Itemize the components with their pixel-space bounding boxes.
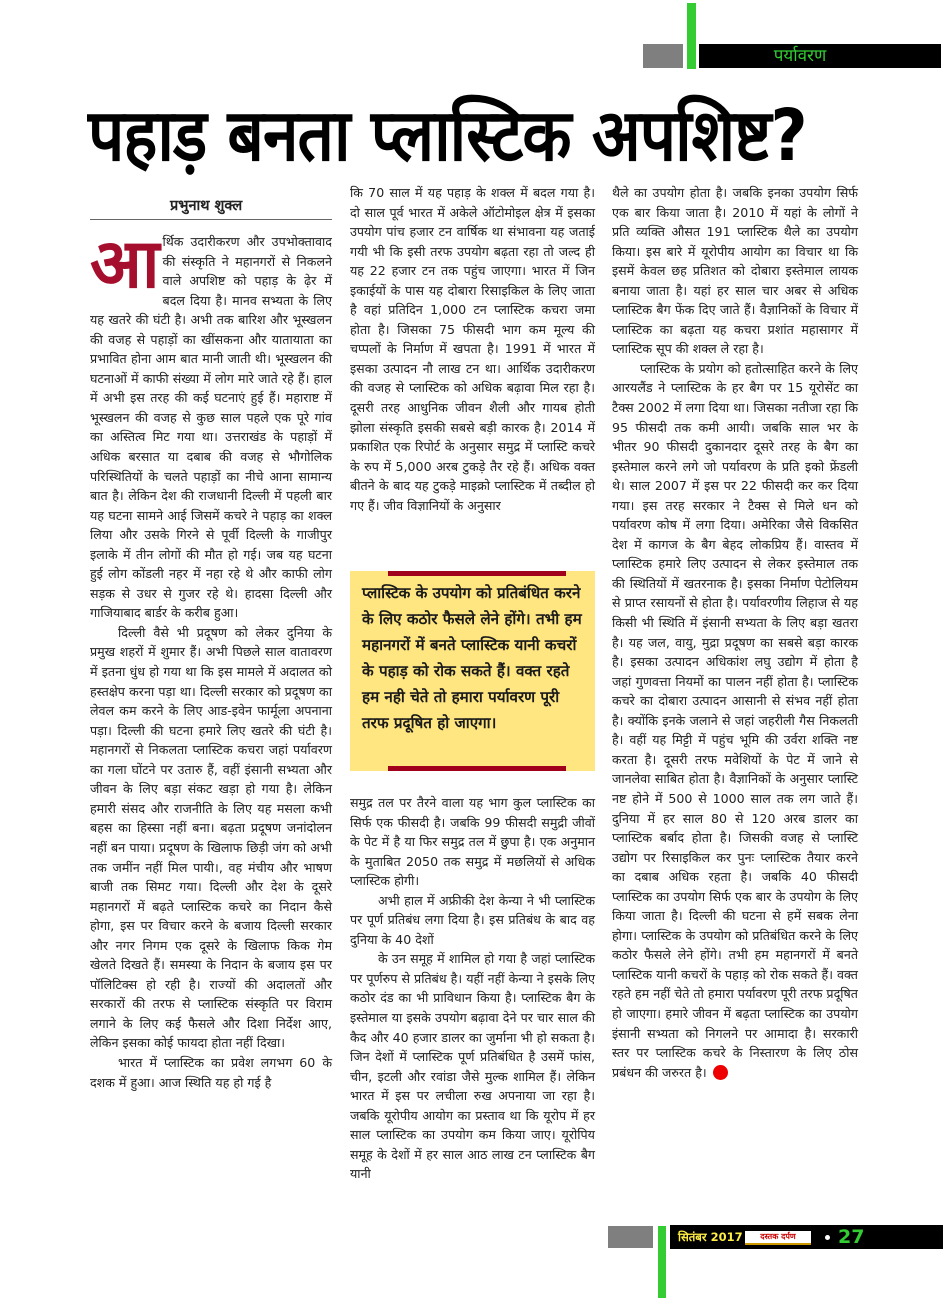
paragraph: भारत में प्लास्टिक का प्रवेश लगभग 60 के दशक में हुआ। आज स्थिति यह हो गई है [90,1054,332,1090]
paragraph-text: प्लास्टिक के प्रयोग को हतोत्साहित करने के लिए आरयलैंड ने प्लास्टिक के हर बैग पर 15 यूरोसेंट का टैक्स 2002 में लगा दिया था। जिसका नतीजा रहा कि 95 फीसदी तक कमी आयी। जबकि साल भर के भीतर 90 फीसदी दुकानदार दूसरे तरह के बैग का इस्तेमाल करने लगे जो पर्यावरण के प्रति इको फ्रेंडली थे। साल 2007 में इस पर 22 फीसदी कर कर दिया गया। इस तरह सरकार ने टैक्स से मिले धन को पर्यावरण कोष में लगा दिया। अमेरिका जैसे विकसित देश में कागज के बैग बेहद लोकप्रिय हैं। वास्तव में प्लास्टिक हमारे लिए उत्पादन से लेकर इस्तेमाल तक की स्थितियों में खतरनाक है। इसका निर्माण पेटोलियम से प्राप्त रसायनों से होता है। पर्यावरणीय लिहाज से यह किसी भी स्थिति में इंसानी सभ्यता के लिए बड़ा खतरा है। यह जल, वायु, मुद्रा प्रदूषण का सबसे बड़ा कारक है। इसका उत्पादन अधिकांश लघु उद्योग में होता है जहां गुणवत्ता नियमों का पालन नहीं होता है। प्लास्टिक कचरे का दोबारा उत्पादन आसानी से संभव नहीं होता है। क्योंकि इनके जलाने से जहां जहरीली गैस निकलती है। वहीं यह मिट्टी में पहुंच भूमि की उर्वरा शक्ति नष्ट करता है। दूसरी तरफ मवेशियों के पेट में जाने से जानलेवा साबित होता है। वैज्ञानिकों के अनुसार प्लास्टि नष्ट होने में 500 से 1000 साल तक लग जाते हैं। दुनिया में हर साल 80 से 120 अरब डालर का प्लास्टिक बर्बाद होता है। जिसकी वजह से प्लास्टि उद्योग पर रिसाइकिल कर पुनः प्लास्टिक तैयार करने का दबाब अधिक रहता है। जबकि 40 फीसदी प्लास्टिक का उपयोग सिर्फ एक बार के उपयोग के लिए किया जाता है। दिल्ली की घटना से हमें सबक लेना होगा। प्लास्टिक के उपयोग को प्रतिबंधित करने के लिए कठोर फैसले लेने होंगे। तभी हम महानगरों में बनते प्लास्टिक यानी कचरों के पहाड़ को रोक सकते हैं। वक्त रहते हम नहीं चेते तो हमारा पर्यावरण पूरी तरफ प्रदूषित हो जाएगा। हमारे जीवन में बढ़ता प्लास्टिक का उपयोग इंसानी सभ्यता को निगलने पर आमादा है। सरकारी स्तर पर प्लास्टिक कचरे के निस्तारण के लिए ठोस प्रबंधन की जरुरत है। [612,360,858,1080]
header-gray-block [643,44,683,68]
pull-quote-top-bar [388,571,566,576]
footer-banner [670,1225,943,1249]
header-green-bar [687,3,696,69]
paragraph: समुद्र तल पर तैरने वाला यह भाग कुल प्लास्टिक का सिर्फ एक फीसदी है। जबकि 99 फीसदी समुद्री जीवों के पेट में है या फिर समुद्र तल में छुपा है। एक अनुमान के मुताबित 2050 तक समुद्र में मछलियों से अधिक प्लास्टिक होगी। [350,795,595,889]
bullet-icon [825,1235,830,1240]
magazine-logo-text: दस्तक दर्पण [760,1232,796,1241]
paragraph: कि 70 साल में यह पहाड़ के शक्ल में बदल गया है। दो साल पूर्व भारत में अकेले ऑटोमोइल क्षेत्र में इसका उपयोग पांच हजार टन वार्षिक था संभावना यह जताई गयी भी कि इसी तरफ उपयोग बढ़ता रहा तो जल्द ही यह 22 हजार टन तक पहुंच जाएगा। भारत में जिन इकाईयों के पास यह दोबारा रिसाइकिल के लिए जाता है वहां प्रतिदिन 1,000 टन प्लास्टिक कचरा जमा होता है। जिसका 75 फीसदी भाग कम मूल्य की चप्पलों के निर्माण में खपता है। 1991 में भारत में इसका उत्पादन नौ लाख टन था। आर्थिक उदारीकरण की वजह से प्लास्टिक को अधिक बढ़ावा मिल रहा है। दूसरी तरह आधुनिक जीवन शैली और गायब होती झोला संस्कृति इसकी सबसे बड़ी कारक है। 2014 में प्रकाशित एक रिपोर्ट के अनुसार समुद्र में प्लास्टि कचरे के रुप में 5,000 अरब टुकड़े तैर रहे हैं। अधिक वक्त बीतने के बाद यह टुकड़े माइक्रो प्लास्टिक में तब्दील हो गए हैं। जीव विज्ञानियों के अनुसार [350,185,595,513]
section-label: पर्यावरण [773,46,827,66]
section-banner [699,44,941,68]
paragraph: अभी हाल में अफ्रीकी देश केन्या ने भी प्लास्टिक पर पूर्ण प्रतिबंध लगा दिया है। इस प्रतिबंध के बाद वह दुनिया के 40 देशों [350,892,595,947]
article-title: पहाड़ बनता प्लास्टिक अपशिष्ट? [88,94,807,178]
end-of-article-icon [713,1065,728,1080]
magazine-logo [745,1231,811,1245]
pull-quote-text: प्लास्टिक के उपयोग को प्रतिबंधित करने के लिए कठोर फैसले लेने होंगे। तभी हम महानगरों में बनते प्लास्टिक यानी कचरों के पहाड़ को रोक सकते हैं। वक्त रहते हम नही चेते तो हमारा पर्यावरण पूरी तरफ प्रदूषित हो जाएगा। [362,584,582,732]
drop-cap: आ [90,225,157,304]
page-number: 27 [838,1226,865,1248]
paragraph-text: र्थिक उदारीकरण और उपभोक्तावाद की संस्कृति ने महानगरों से निकलने वाले अपशिष्ट को पहाड़ के ढ़ेर में बदल दिया है। मानव सभ्यता के लिए यह खतरे की घंटी है। अभी तक बारिश और भूस्खलन की वजह से पहाड़ों का खींसकना और यातायाता का प्रभावित होना आम बात मानी जाती थी। भूस्खलन की घटनाओं में काफी संख्या में लोग मारे जाते रहे हैं। हाल में अभी इस तरह की कई घटनाएं हुई हैं। महाराष्ट में भूस्खलन की वजह से कुछ साल पहले एक पूरे गांव का अस्तित्व मिट गया था। उत्तराखंड के पहाड़ों में अधिक बरसात या दबाब की वजह से भौगोलिक परिस्थितियों के चलते पहाड़ों का नीचे आना सामान्य बात है। लेकिन देश की राजधानी दिल्ली में पहली बार यह घटना सामने आई जिसमें कचरे ने पहाड़ का शक्ल लिया और उसके गिरने से पूर्वी दिल्ली के गाजीपुर इलाके में तीन लोगों की मौत हो गई। जब यह घटना हुई लोग कोंडली नहर में नहा रहे थे और काफी लोग सड़क से उधर से गुजर रहे थे। हादसा दिल्ली और गाजियाबाद बार्डर के करीब हुआ। [90,234,332,621]
column-2-bottom [350,793,595,1184]
pull-quote [350,571,595,771]
column-2-top [350,183,595,515]
paragraph: दिल्ली वैसे भी प्रदूषण को लेकर दुनिया के प्रमुख शहरों में शुमार हैं। अभी पिछले साल वातावरण में इतना धुंध हो गया था कि इस मामले में अदालत को हस्तक्षेप करना पड़ा था। दिल्ली सरकार को प्रदूषण का लेवल कम करने के लिए आड-इवेन फार्मूला अपनाना पड़ा। दिल्ली की घटना हमारे लिए खतरे की घंटी है। महानगरों से निकलता प्लास्टिक कचरा जहां पर्यावरण का गला घोंटने पर उतारु हैं, वहीं इंसानी सभ्यता और जीवन के लिए बड़ा संकट खड़ा हो गया है। लेकिन हमारी संसद और राजनीति के लिए यह मसला कभी बहस का हिस्सा नहीं बना। बढ़ता प्रदूषण जनांदोलन नहीं बन पाया। प्रदूषण के खिलाफ छिड़ी जंग को अभी तक जमींन नहीं मिल पायी।, वह मंचीय और भाषण बाजी तक सिमट गया। दिल्ली और देश के दूसरे महानगरों में बढ़ते प्लास्टिक कचरे का निदान कैसे होगा, इस पर विचार करने के बजाय दिल्ली सरकार और नगर निगम एक दूसरे के खिलाफ किक गेम खेलते दिखते हैं। समस्या के निदान के बजाय इस पर पॉलिटिक्स हो रही है। राज्यों की अदालतों और सरकारों की तरफ से प्लास्टिक संस्कृति पर विराम लगाने के लिए कई फैसले और दिशा निर्देश आए, लेकिन इसका कोई फायदा होता नहीं दिखा। [90,624,332,1051]
paragraph [90,225,332,623]
column-1 [90,197,332,1092]
column-3 [612,183,858,1082]
author-byline: प्रभुनाथ शुक्ल [90,197,332,220]
pull-quote-bottom-bar [388,766,566,771]
issue-date: सितंबर 2017 [678,1230,743,1244]
paragraph [612,359,858,1082]
paragraph: के उन समूह में शामिल हो गया है जहां प्लास्टिक पर पूर्णरुप से प्रतिबंध है। यहीं नहीं केन्या ने इसके लिए कठोर दंड का भी प्राविधान किया है। प्लास्टिक बैग के इस्तेमाल या इसके उपयोग बढ़ावा देने पर चार साल की कैद और 40 हजार डालर का जुर्माना भी हो सकता है। जिन देशों में प्लास्टिक पूर्ण प्रतिबंधित है उसमें फांस, चीन, इटली और रवांडा जैसे मुल्क शामिल हैं। लेकिन भारत में इस पर लचीला रुख अपनाया जा रहा है। जबकि यूरोपीय आयोग का प्रस्ताव था कि यूरोप में हर साल प्लास्टिक का उपयोग कम किया जाए। यूरोपिय समूह के देशों में हर साल आठ लाख टन प्लास्टिक बैग यानी [350,951,595,1182]
paragraph: थैले का उपयोग होता है। जबकि इनका उपयोग सिर्फ एक बार किया जाता है। 2010 में यहां के लोगों ने प्रति व्यक्ति औसत 191 प्लास्टिक थैले का उपयोग किया। इस बारे में यूरोपीय आयोग का विचार था कि इसमें केवल छह प्रतिशत को दोबारा इस्तेमाल लायक बनाया जाता है। यहां हर साल चार अबर से अधिक प्लास्टिक बैग फेंक दिए जाते हैं। वैज्ञानिकों के विचार में प्लास्टिक का बढ़ता यह कचरा प्रशांत महासागर में प्लास्टिक सूप की शक्ल ले रहा है। [612,185,858,357]
footer-gray-block [608,1226,653,1248]
footer-green-bar [658,1226,666,1298]
